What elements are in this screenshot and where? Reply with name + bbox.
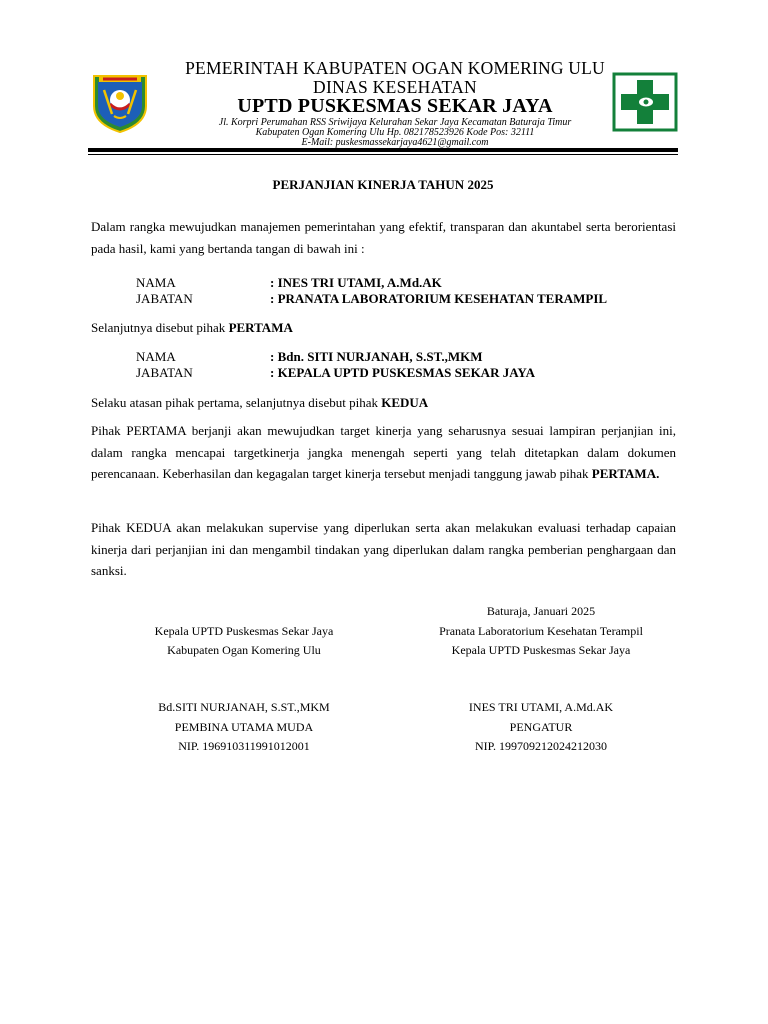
party1-name-label: NAMA: [136, 275, 176, 290]
signer-right-nip: NIP. 199709212024212030: [474, 739, 607, 753]
duty-first-term: PERTAMA.: [591, 466, 660, 481]
document-title: PERJANJIAN KINERJA TAHUN 2025: [272, 177, 494, 192]
signer-left-role: Kepala UPTD Puskesmas Sekar Jaya: [154, 624, 334, 638]
duty-paragraph-first: [91, 420, 676, 485]
party1-designation-text: Selanjutnya disebut pihak: [91, 320, 229, 335]
intro-paragraph: Dalam rangka mewujudkan manajemen pemerintahan yang efektif, transparan dan akuntabel serta berorientasi pada hasil, kami yang bertanda tangan di bawah ini :: [91, 219, 676, 256]
party1-position-label: JABATAN: [136, 291, 193, 306]
header-email: E-Mail: puskesmassekarjaya4621@gmail.com: [301, 137, 489, 148]
party2-designation: [91, 395, 428, 411]
duty-paragraph-second: Pihak KEDUA akan melakukan supervise yang diperlukan serta akan melakukan evaluasi terhadap capaian kinerja dari perjanjian ini dan mengambil tindakan yang diperlukan dalam rangka pemberian penghargaan dan sanksi.: [91, 520, 676, 578]
signer-left-name: Bd.SITI NURJANAH, S.ST.,MKM: [158, 700, 330, 714]
header-institution: UPTD PUSKESMAS SEKAR JAYA: [237, 95, 553, 117]
party1-designation: [91, 320, 293, 336]
signer-left-unit: Kabupaten Ogan Komering Ulu: [167, 643, 321, 657]
party2-position-label: JABATAN: [136, 365, 193, 380]
signer-right-unit: Kepala UPTD Puskesmas Sekar Jaya: [451, 643, 631, 657]
party2-designation-term: KEDUA: [381, 395, 429, 410]
header-agency: DINAS KESEHATAN: [313, 77, 477, 97]
header-contact: Kabupaten Ogan Komering Ulu Hp. 082178523926 Kode Pos: 32111: [255, 127, 535, 138]
party2-designation-text: Selaku atasan pihak pertama, selanjutnya disebut pihak: [91, 395, 382, 410]
signer-right-name: INES TRI UTAMI, A.Md.AK: [468, 700, 614, 714]
party1-name-value: : INES TRI UTAMI, A.Md.AK: [270, 275, 442, 290]
party2-name-value: : Bdn. SITI NURJANAH, S.ST.,MKM: [270, 349, 483, 364]
place-date: Baturaja, Januari 2025: [486, 604, 596, 618]
party1-position-value: : PRANATA LABORATORIUM KESEHATAN TERAMPIL: [270, 291, 608, 306]
signer-left-rank: PEMBINA UTAMA MUDA: [174, 720, 314, 734]
duty-first-text: Pihak PERTAMA berjanji akan mewujudkan target kinerja yang seharusnya sesuai lampiran perjanjian ini, dalam rangka mencapai targetkinerja jangka menengah seperti yang telah ditetapkan dalam dokumen perencanaan. Keberhasilan dan kegagalan target kinerja tersebut menjadi tanggung jawab pihak: [91, 423, 676, 481]
party1-designation-term: PERTAMA: [228, 320, 293, 335]
header-divider-thick: [88, 148, 678, 152]
party2-position-value: : KEPALA UPTD PUSKESMAS SEKAR JAYA: [270, 365, 535, 380]
signer-left-nip: NIP. 196910311991012001: [178, 739, 310, 753]
signer-right-rank: PENGATUR: [509, 720, 573, 734]
party2-name-label: NAMA: [136, 349, 176, 364]
header-address: Jl. Korpri Perumahan RSS Sriwijaya Kelurahan Sekar Jaya Kecamatan Baturaja Timur: [218, 117, 572, 128]
signer-right-role: Pranata Laboratorium Kesehatan Terampil: [439, 624, 643, 638]
header-divider-thin: [88, 154, 678, 155]
header-government: PEMERINTAH KABUPATEN OGAN KOMERING ULU: [185, 58, 605, 78]
